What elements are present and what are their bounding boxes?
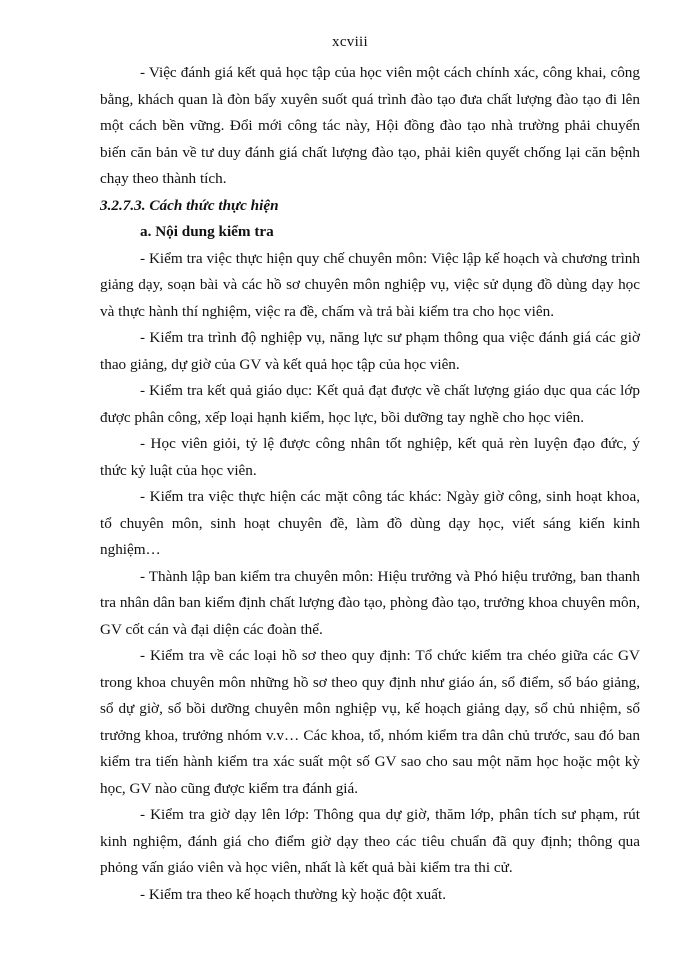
paragraph-item: - Kiểm tra theo kế hoạch thường kỳ hoặc đột xuất. <box>140 885 447 903</box>
paragraph-item: - Kiểm tra trình độ nghiệp vụ, năng lực sư phạm thông qua việc đánh giá các giờ thao giảng, dự giờ của GV và kết quả học tập của học viên. <box>100 329 640 373</box>
page-number: xcviii <box>332 34 368 50</box>
paragraph-item: - Kiểm tra kết quả giáo dục: Kết quả đạt được về chất lượng giáo dục qua các lớp được phân công, xếp loại hạnh kiểm, học lực, bồi dưỡng tay nghề cho học viên. <box>100 382 640 426</box>
paragraph-item: - Kiểm tra việc thực hiện các mặt công tác khác: Ngày giờ công, sinh hoạt khoa, tổ chuyên môn, sinh hoạt chuyên đề, làm đồ dùng dạy học, viết sáng kiến kinh nghiệm… <box>100 488 640 558</box>
subsection-heading: a. Nội dung kiểm tra <box>140 223 274 240</box>
paragraph-item: - Thành lập ban kiểm tra chuyên môn: Hiệu trưởng và Phó hiệu trưởng, ban thanh tra nhân dân ban kiểm định chất lượng đào tạo, phòng đào tạo, trưởng khoa chuyên môn, GV cốt cán và đại diện các đoàn thể. <box>100 567 640 638</box>
paragraph-evaluation-intro: - Việc đánh giá kết quả học tập của học viên một cách chính xác, công khai, công bằng, khách quan là đòn bẩy xuyên suốt quá trình đào tạo đưa chất lượng đào tạo đi lên một cách bền vững. Đổi mới công tác này, Hội đồng đào tạo nhà trường phải chuyển biến căn bản về tư duy đánh giá chất lượng đào tạo, phải kiên quyết chống lại căn bệnh chạy theo thành tích. <box>100 64 640 187</box>
document-body <box>100 60 640 908</box>
paragraph-item: - Kiểm tra về các loại hồ sơ theo quy định: Tổ chức kiểm tra chéo giữa các GV trong khoa chuyên môn những hồ sơ theo quy định như giáo án, sổ điểm, sổ báo giảng, sổ dự giờ, sổ bồi dưỡng chuyên môn nghiệp vụ, kế hoạch giảng dạy, sổ chủ nhiệm, sổ trưởng khoa, trưởng nhóm v.v… Các khoa, tổ, nhóm kiểm tra dân chủ trước, sau đó ban kiểm tra tiến hành kiểm tra xác suất một số GV sao cho sau một năm học hoặc một kỳ học, GV nào cũng được kiểm tra đánh giá. <box>100 647 640 797</box>
paragraph-item: - Học viên giỏi, tỷ lệ được công nhân tốt nghiệp, kết quả rèn luyện đạo đức, ý thức kỷ luật của học viên. <box>100 435 640 479</box>
paragraph-item: - Kiểm tra việc thực hiện quy chế chuyên môn: Việc lập kế hoạch và chương trình giảng dạy, soạn bài và các hồ sơ chuyên môn nghiệp vụ, việc sử dụng đồ dùng dạy học và thực hành thí nghiệm, việc ra đề, chấm và trả bài kiểm tra cho học viên. <box>100 249 640 320</box>
paragraph-item: - Kiểm tra giờ dạy lên lớp: Thông qua dự giờ, thăm lớp, phân tích sư phạm, rút kinh nghiệm, đánh giá cho điểm giờ dạy theo các tiêu chuẩn đã quy định; thông qua phỏng vấn giáo viên và học viên, nhất là kết quả bài kiểm tra thi cử. <box>100 806 640 876</box>
section-heading: 3.2.7.3. Cách thức thực hiện <box>100 196 279 214</box>
